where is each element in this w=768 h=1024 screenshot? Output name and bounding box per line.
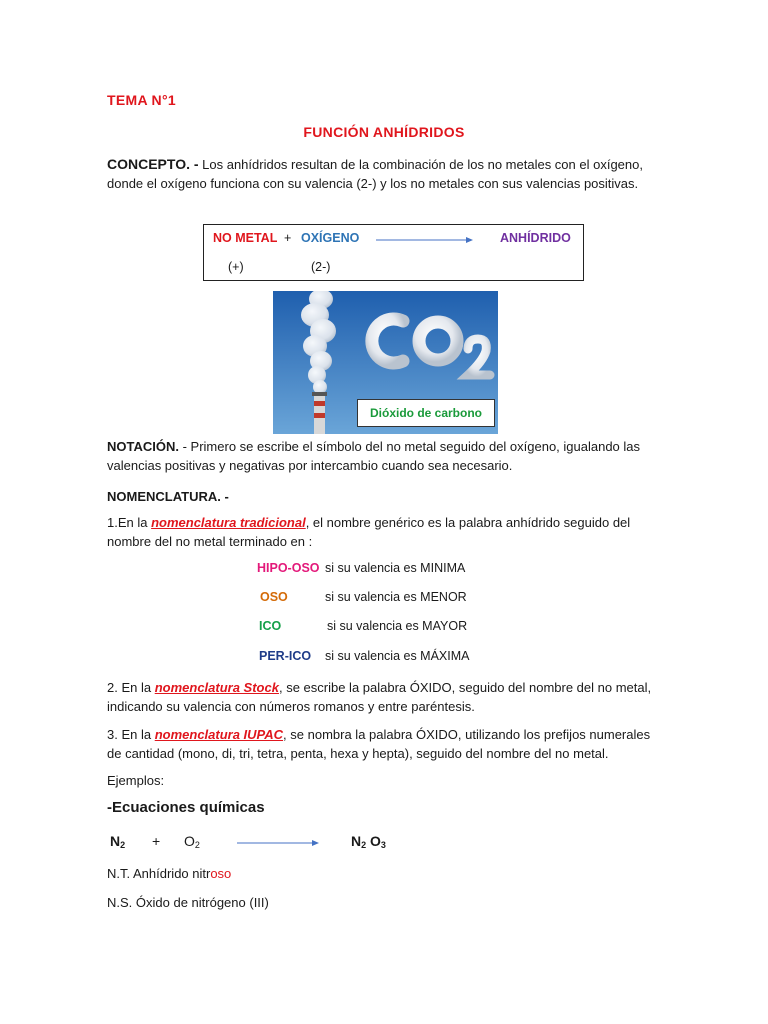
tradicional-prefix: 1.En la <box>107 515 152 530</box>
stock-text: , se escribe la palabra ÓXIDO, seguido del nombre del no metal, indicando su valencia con números romanos y entre paréntesis. <box>107 680 652 714</box>
tema-heading: TEMA N°1 <box>107 92 176 108</box>
tradicional-link[interactable]: nomenclatura tradicional <box>151 515 306 530</box>
chemical-equation <box>110 831 510 855</box>
nomenclatura-heading: NOMENCLATURA. - <box>107 489 229 504</box>
ecuaciones-heading: -Ecuaciones químicas <box>107 799 265 816</box>
suffix-desc: si su valencia es MINIMA <box>325 561 466 575</box>
valence-negative: (2-) <box>311 260 331 274</box>
nomenclatura-stock-example: N.S. Óxido de nitrógeno (III) <box>107 895 269 910</box>
anhidrido-label: ANHÍDRIDO <box>500 231 571 245</box>
suffix-desc: si su valencia es MENOR <box>325 590 467 604</box>
stock-paragraph <box>107 678 667 716</box>
no-metal-label: NO METAL <box>213 231 278 245</box>
nt-prefix: N.T. Anhídrido nitr <box>107 866 211 881</box>
reactant-o2: $O_2$ <box>184 833 200 850</box>
iupac-paragraph <box>107 725 667 763</box>
image-caption: Dióxido de carbono <box>357 399 495 427</box>
stock-prefix: 2. En la <box>107 680 155 695</box>
nomenclatura-tradicional-example <box>107 864 231 883</box>
equation-plus: + <box>152 833 161 849</box>
reactant-n2: $N_2$ <box>110 833 126 850</box>
notacion-paragraph <box>107 437 667 475</box>
concepto-paragraph <box>107 155 667 193</box>
plus-sign: + <box>284 231 292 245</box>
formula-box <box>203 224 584 281</box>
valence-positive: (+) <box>228 260 244 274</box>
iupac-link[interactable]: nomenclatura IUPAC <box>154 727 284 742</box>
iupac-prefix: 3. En la <box>107 727 155 742</box>
stock-link[interactable]: nomenclatura Stock <box>154 680 279 695</box>
tradicional-paragraph <box>107 513 667 551</box>
notacion-text: - Primero se escribe el símbolo del no metal seguido del oxígeno, igualando las valencias positivas y negativas por intercambio cuando sea necesario. <box>107 439 641 473</box>
concepto-text: Los anhídridos resultan de la combinación de los no metales con el oxígeno, donde el oxígeno funciona con su valencia (2-) y los no metales con sus valencias positivas. <box>107 157 643 191</box>
suffix-desc: si su valencia es MÁXIMA <box>325 649 470 663</box>
equation-arrow-icon <box>235 838 320 848</box>
notacion-label: NOTACIÓN. <box>107 439 179 454</box>
product-n2o3: $N_2$ $O_3$ <box>351 833 386 850</box>
concepto-label: CONCEPTO. - <box>107 156 199 172</box>
page-title: FUNCIÓN ANHÍDRIDOS <box>303 124 465 140</box>
oxigeno-label: OXÍGENO <box>301 231 360 245</box>
iupac-text: , se nombra la palabra ÓXIDO, utilizando los prefijos numerales de cantidad (mono, di, tri, tetra, penta, hexa y hepta), seguido del nombre del no metal. <box>107 727 651 761</box>
nt-suffix: oso <box>210 866 232 881</box>
reaction-arrow-icon <box>374 235 474 245</box>
tradicional-text: , el nombre genérico es la palabra anhídrido seguido del nombre del no metal terminado en : <box>107 515 631 549</box>
ejemplos-label: Ejemplos: <box>107 773 165 788</box>
suffix-desc: si su valencia es MAYOR <box>327 619 468 633</box>
co2-image <box>273 291 498 434</box>
